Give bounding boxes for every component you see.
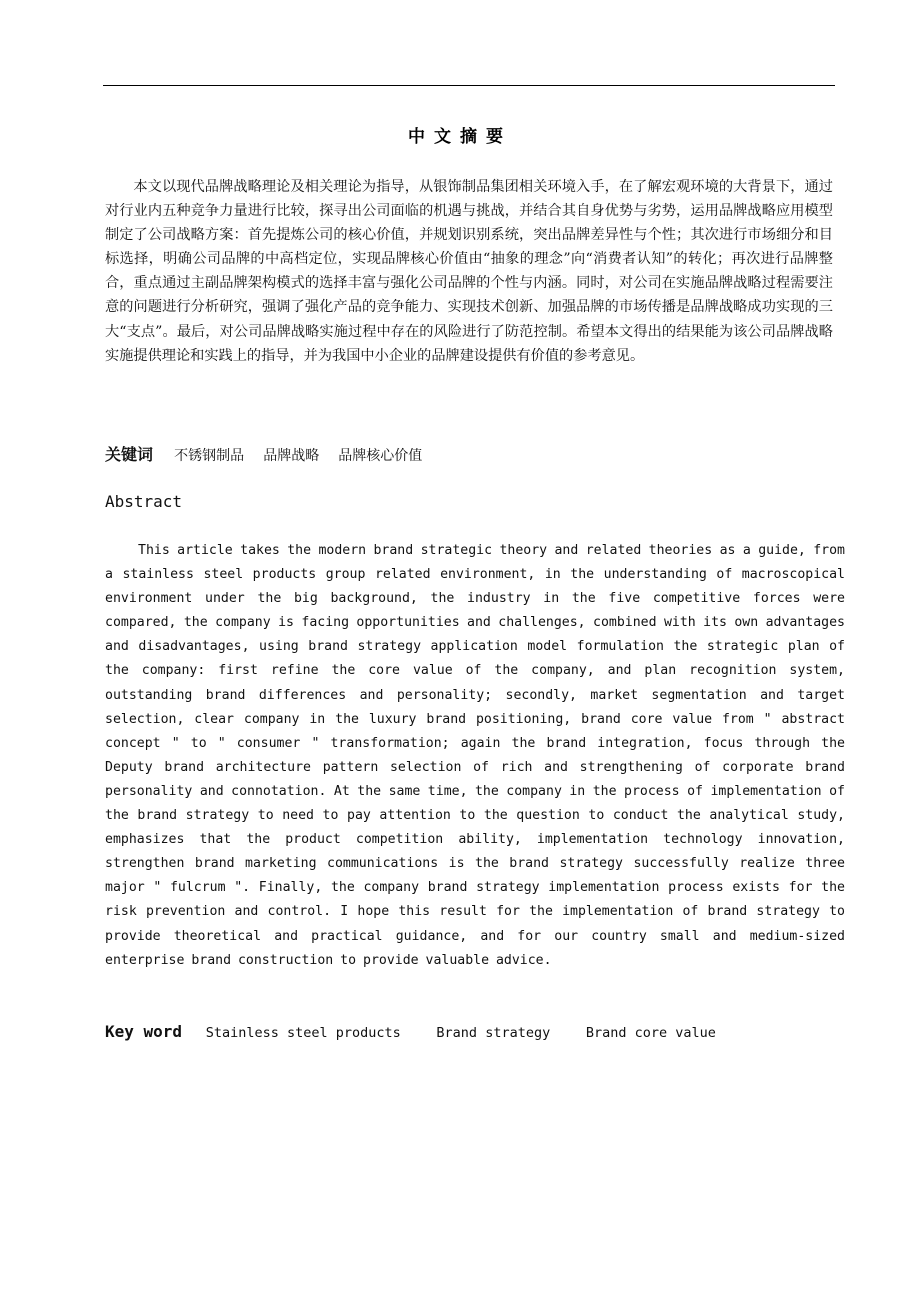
- english-abstract-body: This article takes the modern brand strategic theory and related theories as a guide, from a stainless steel products group related environment, in the understanding of macroscopical environment under the big background, the industry in the five competitive forces were compared, the company is facing opportunities and challenges, combined with its own advantages and disadvantages, using brand strategy application model formulation the strategic plan of the company: first refine the core value of the company, and plan recognition system, outstanding brand differences and personality; secondly, market segmentation and target selection, clear company in the luxury brand positioning, brand core value from " abstract concept " to " consumer " transformation; again the brand integration, focus through the Deputy brand architecture pattern selection of rich and strengthening of corporate brand personality and connotation. At the same time, the company in the process of implementation of the brand strategy to need to pay attention to the question to conduct the analytical study, emphasizes that the product competition ability, implementation technology innovation, strengthen brand marketing communications is the brand strategy successfully realize three major " fulcrum ". Finally, the company brand strategy implementation process exists for the risk prevention and control. I hope this result for the implementation of brand strategy to provide theoretical and practical guidance, and for our country small and medium-sized enterprise brand construction to provide valuable advice.: [105, 543, 845, 968]
- chinese-keyword: 品牌核心价值: [338, 448, 423, 464]
- english-keywords: [105, 1022, 742, 1041]
- chinese-abstract-body: 本文以现代品牌战略理论及相关理论为指导，从银饰制品集团相关环境入手，在了解宏观环境的大背景下，通过对行业内五种竞争力量进行比较，探寻出公司面临的机遇与挑战，并结合其自身优势与劣势，运用品牌战略应用模型制定了公司战略方案：首先提炼公司的核心价值，并规划识别系统，突出品牌差异性与个性；其次进行市场细分和目标选择，明确公司品牌的中高档定位，实现品牌核心价值由“抽象的理念”向“消费者认知”的转化；再次进行品牌整合，重点通过主副品牌架构模式的选择丰富与强化公司品牌的个性与内涵。同时，对公司在实施品牌战略过程需要注意的问题进行分析研究，强调了强化产品的竞争能力、实现技术创新、加强品牌的市场传播是品牌战略成功实现的三大“支点”。最后，对公司品牌战略实施过程中存在的风险进行了防范控制。希望本文得出的结果能为该公司品牌战略实施提供理论和实践上的指导，并为我国中小企业的品牌建设提供有价值的参考意见。: [105, 179, 833, 364]
- chinese-keywords-label: 关键词: [105, 445, 154, 464]
- english-abstract-title: Abstract: [105, 492, 183, 511]
- chinese-keywords: [105, 442, 436, 465]
- english-keyword: Stainless steel products: [205, 1025, 401, 1041]
- chinese-keyword: 不锈钢制品: [174, 448, 245, 464]
- english-keywords-label: Key word: [105, 1022, 183, 1041]
- header-rule: [103, 85, 835, 86]
- english-keyword: Brand core value: [585, 1025, 716, 1041]
- chinese-keyword: 品牌战略: [263, 448, 320, 464]
- chinese-abstract-title: 中文摘要: [408, 127, 512, 147]
- english-keyword: Brand strategy: [436, 1025, 551, 1041]
